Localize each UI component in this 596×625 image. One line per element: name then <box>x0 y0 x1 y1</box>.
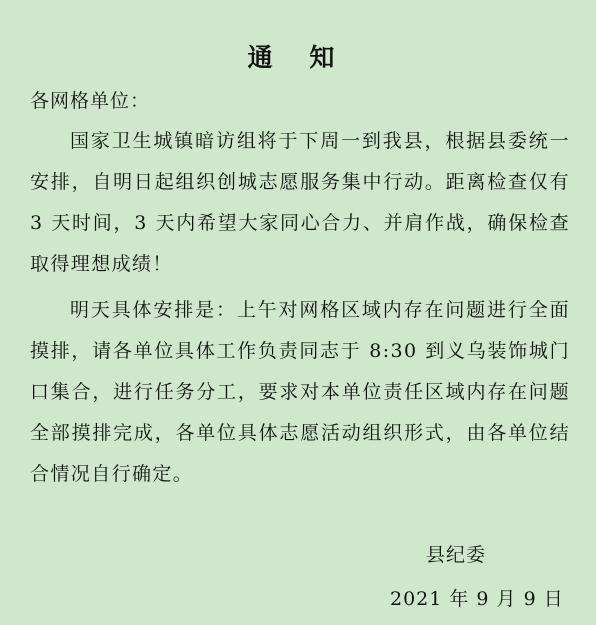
date: 2021 年 9 月 9 日 <box>390 588 564 610</box>
salutation: 各网格单位： <box>30 90 151 112</box>
notice-title: 通 知 <box>247 43 349 72</box>
paragraph-2: 明天具体安排是：上午对网格区域内存在问题进行全面摸排，请各单位具体工作负责同志于 8:30 到义乌装饰城门口集合，进行任务分工，要求对本单位责任区域内存在问题全部摸排完成，各单位具体志愿活动组织形式，由各单位结合情况自行确定。 <box>30 299 570 485</box>
signature: 县纪委 <box>426 544 487 566</box>
paragraph-1: 国家卫生城镇暗访组将于下周一到我县，根据县委统一安排，自明日起组织创城志愿服务集中行动。距离检查仅有 3 天时间，3 天内希望大家同心合力、并肩作战，确保检查取得理想成绩！ <box>30 130 570 275</box>
